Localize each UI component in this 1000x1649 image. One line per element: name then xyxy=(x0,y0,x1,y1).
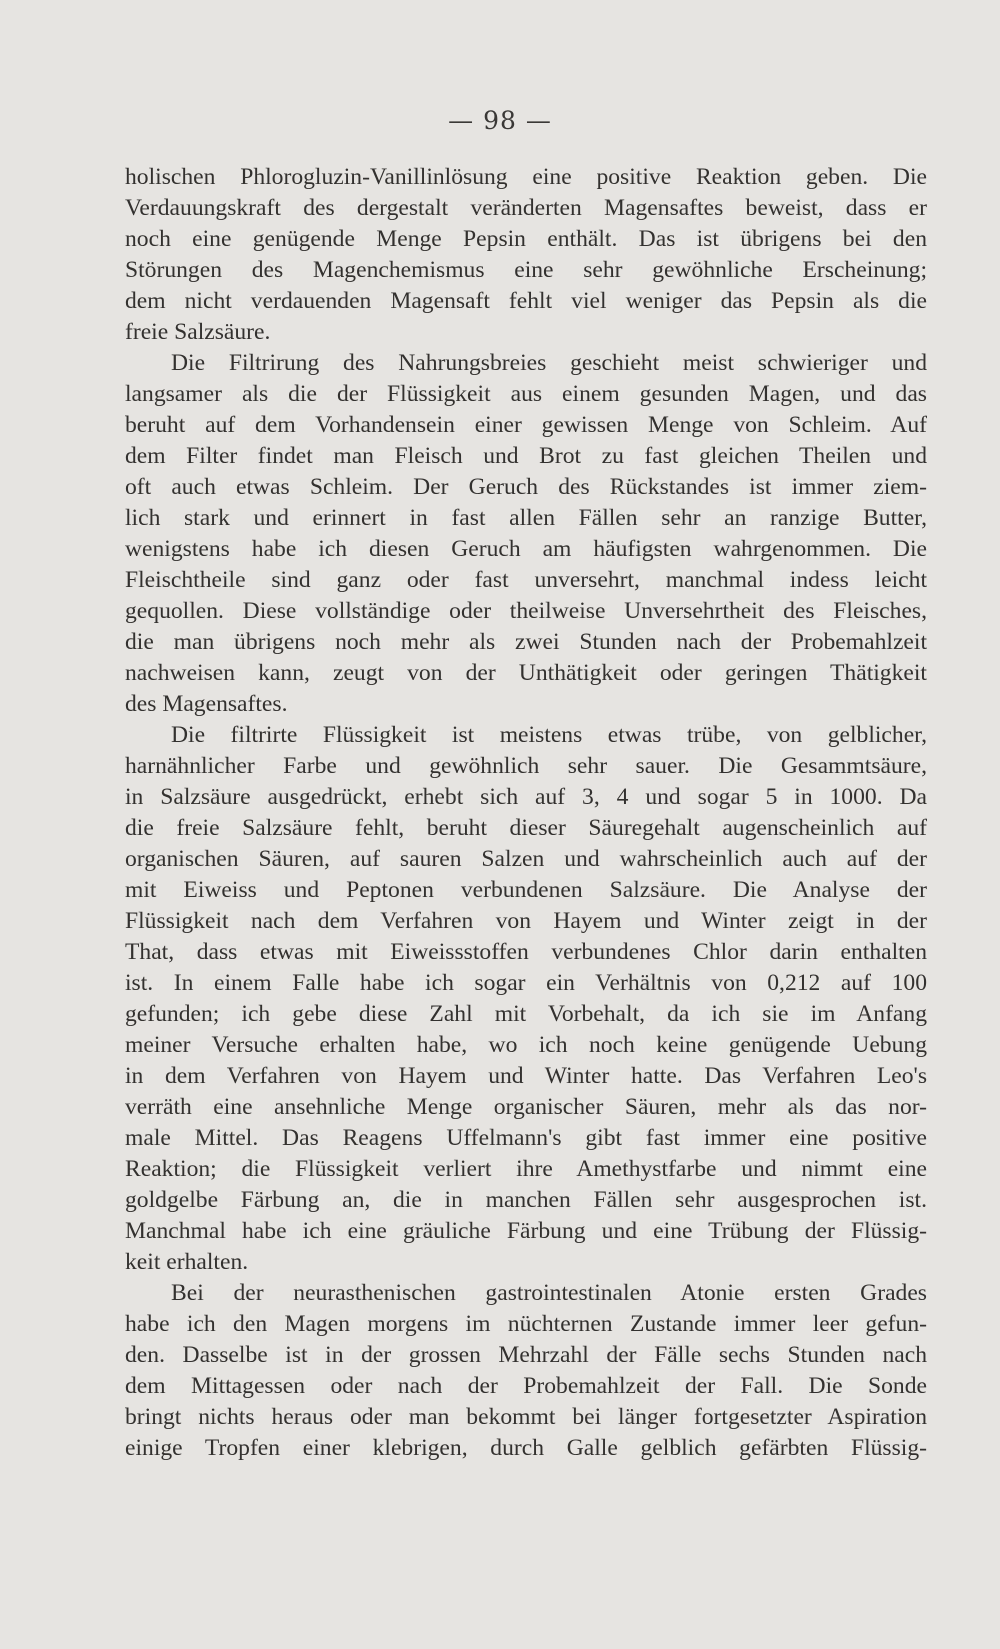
text-line: den. Dasselbe ist in der grossen Mehrzahl der Fälle sechs Stunden nach xyxy=(125,1342,927,1368)
text-line: keit erhalten. xyxy=(125,1249,249,1275)
text-line: dem Mittagessen oder nach der Probemahlzeit der Fall. Die Sonde xyxy=(125,1373,927,1399)
text-line: in dem Verfahren von Hayem und Winter hatte. Das Verfahren Leo's xyxy=(125,1063,927,1089)
text-line: habe ich den Magen morgens im nüchternen Zustande immer leer gefun- xyxy=(125,1311,927,1337)
text-line: goldgelbe Färbung an, die in manchen Fällen sehr ausgesprochen ist. xyxy=(125,1187,927,1213)
text-line: Flüssigkeit nach dem Verfahren von Hayem und Winter zeigt in der xyxy=(125,908,927,934)
text-line: Störungen des Magenchemismus eine sehr gewöhnliche Erscheinung; xyxy=(125,257,927,283)
paragraph xyxy=(125,348,927,720)
text-line: noch eine genügende Menge Pepsin enthält. Das ist übrigens bei den xyxy=(125,226,927,252)
text-line: meiner Versuche erhalten habe, wo ich noch keine genügende Uebung xyxy=(125,1032,927,1058)
text-line: die man übrigens noch mehr als zwei Stunden nach der Probemahlzeit xyxy=(125,629,927,655)
text-line: lich stark und erinnert in fast allen Fällen sehr an ranzige Butter, xyxy=(125,505,927,531)
text-line: gefunden; ich gebe diese Zahl mit Vorbehalt, da ich sie im Anfang xyxy=(125,1001,927,1027)
text-line: dem nicht verdauenden Magensaft fehlt viel weniger das Pepsin als die xyxy=(125,288,927,314)
text-line: wenigstens habe ich diesen Geruch am häufigsten wahrgenommen. Die xyxy=(125,536,927,562)
text-line: Die Filtrirung des Nahrungsbreies geschieht meist schwieriger und xyxy=(171,350,927,376)
text-line: in Salzsäure ausgedrückt, erhebt sich auf 3, 4 und sogar 5 in 1000. Da xyxy=(125,784,927,810)
page-number: — 98 — xyxy=(448,106,552,135)
text-line: dem Filter findet man Fleisch und Brot zu fast gleichen Theilen und xyxy=(125,443,927,469)
text-line: freie Salzsäure. xyxy=(125,319,271,345)
text-line: langsamer als die der Flüssigkeit aus einem gesunden Magen, und das xyxy=(125,381,927,407)
text-line: holischen Phlorogluzin-Vanillinlösung eine positive Reaktion geben. Die xyxy=(125,164,927,190)
text-line: verräth eine ansehnliche Menge organischer Säuren, mehr als das nor- xyxy=(125,1094,927,1120)
paragraph xyxy=(125,1278,927,1464)
text-line: Fleischtheile sind ganz oder fast unversehrt, manchmal indess leicht xyxy=(125,567,927,593)
text-line: Die filtrirte Flüssigkeit ist meistens etwas trübe, von gelblicher, xyxy=(171,722,927,748)
text-line: Reaktion; die Flüssigkeit verliert ihre Amethystfarbe und nimmt eine xyxy=(125,1156,927,1182)
text-line: gequollen. Diese vollständige oder theilweise Unversehrtheit des Fleisches, xyxy=(125,598,927,624)
text-line: bringt nichts heraus oder man bekommt bei länger fortgesetzter Aspiration xyxy=(125,1404,927,1430)
text-line: male Mittel. Das Reagens Uffelmann's gibt fast immer eine positive xyxy=(125,1125,927,1151)
text-line: beruht auf dem Vorhandensein einer gewissen Menge von Schleim. Auf xyxy=(125,412,927,438)
text-line: harnähnlicher Farbe und gewöhnlich sehr sauer. Die Gesammtsäure, xyxy=(125,753,927,779)
text-line: That, dass etwas mit Eiweissstoffen verbundenes Chlor darin enthalten xyxy=(125,939,927,965)
text-line: Verdauungskraft des dergestalt veränderten Magensaftes beweist, dass er xyxy=(125,195,927,221)
text-line: die freie Salzsäure fehlt, beruht dieser Säuregehalt augenscheinlich auf xyxy=(125,815,927,841)
text-line: mit Eiweiss und Peptonen verbundenen Salzsäure. Die Analyse der xyxy=(125,877,927,903)
text-line: Bei der neurasthenischen gastrointestinalen Atonie ersten Grades xyxy=(171,1280,927,1306)
text-line: oft auch etwas Schleim. Der Geruch des Rückstandes ist immer ziem- xyxy=(125,474,927,500)
paragraph xyxy=(125,720,927,1278)
text-line: einige Tropfen einer klebrigen, durch Galle gelblich gefärbten Flüssig- xyxy=(125,1435,927,1461)
text-line: Manchmal habe ich eine gräuliche Färbung und eine Trübung der Flüssig- xyxy=(125,1218,927,1244)
paragraph xyxy=(125,162,927,348)
text-line: nachweisen kann, zeugt von der Unthätigkeit oder geringen Thätigkeit xyxy=(125,660,927,686)
text-line: des Magensaftes. xyxy=(125,691,288,717)
text-line: ist. In einem Falle habe ich sogar ein Verhältnis von 0,212 auf 100 xyxy=(125,970,927,996)
text-line: organischen Säuren, auf sauren Salzen und wahrscheinlich auch auf der xyxy=(125,846,927,872)
body-text xyxy=(125,162,927,1464)
